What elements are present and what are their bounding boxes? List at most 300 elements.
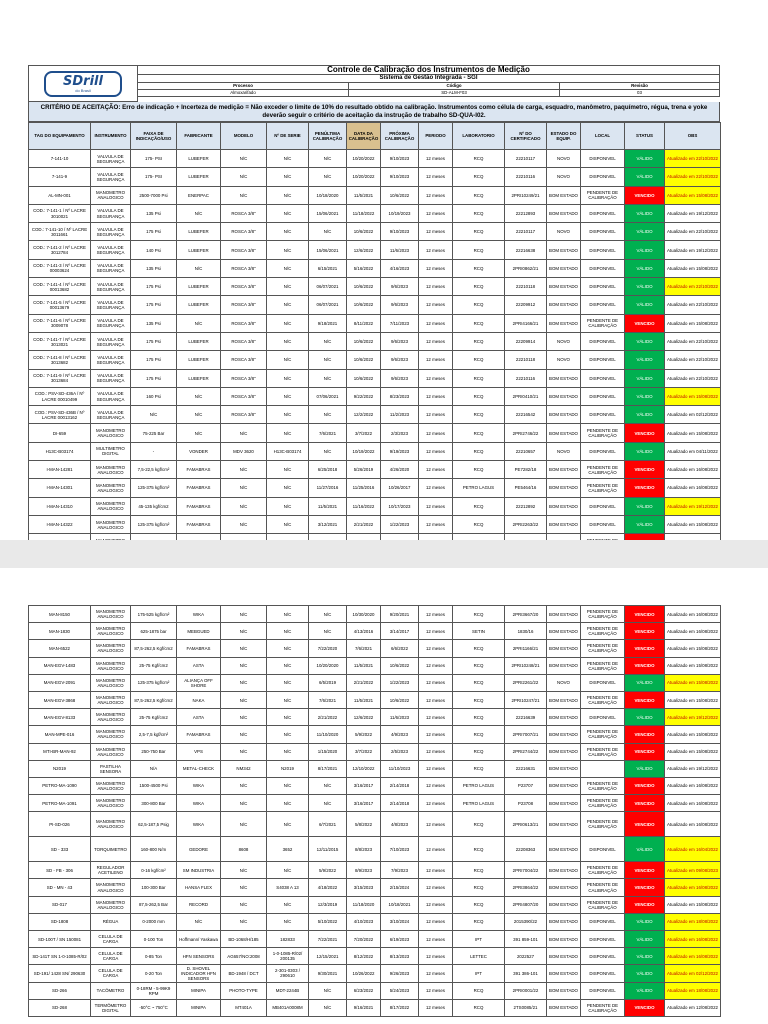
cell-status: VÁLIDO bbox=[625, 674, 665, 691]
cell-next-calibration: 10/17/2023 bbox=[381, 497, 419, 515]
cell-model: 8608 bbox=[221, 837, 267, 862]
cell-calibration-date: 9/16/2021 bbox=[347, 999, 381, 1016]
table-row bbox=[29, 515, 721, 533]
cell-laboratory: RCQ bbox=[453, 461, 505, 479]
cell-certificate: 22210117 bbox=[505, 150, 547, 168]
cell-period: 12 meses bbox=[419, 515, 453, 533]
cell-condition: NOVO bbox=[547, 223, 581, 241]
cell-status: VENCIDO bbox=[625, 879, 665, 896]
cell-location: DISPONIVEL bbox=[581, 515, 625, 533]
cell-location: PENDENTE DE CALIBRAÇÃO bbox=[581, 743, 625, 760]
cell-period: 12 meses bbox=[419, 777, 453, 794]
cell-location: DISPONIVEL bbox=[581, 497, 625, 515]
cell-next-calibration: 9/6/2023 bbox=[381, 278, 419, 296]
cell-location: PENDENTE DE CALIBRAÇÃO bbox=[581, 879, 625, 896]
cell-next-calibration: 9/6/2023 bbox=[381, 332, 419, 350]
cell-condition: BOM ESTADO bbox=[547, 726, 581, 743]
column-header-condition: ESTADO DO EQUIP. bbox=[547, 123, 581, 150]
cell-manufacturer: Hoffmann/ Yaskawa bbox=[177, 931, 221, 948]
table-row bbox=[29, 760, 721, 777]
cell-status: VENCIDO bbox=[625, 726, 665, 743]
cell-obs: Atualizado em 15/08/2022 bbox=[665, 186, 721, 204]
cell-location: DISPONIVEL bbox=[581, 241, 625, 259]
cell-tag: COD.: 7-141-8 / Nº LACRE 3013682 bbox=[29, 351, 91, 369]
cell-next-calibration: 9/10/2023 bbox=[381, 168, 419, 186]
cell-obs: Atualizado em 19/12/2022 bbox=[665, 760, 721, 777]
table-row bbox=[29, 314, 721, 332]
cell-model: N/C bbox=[221, 640, 267, 657]
cell-instrument: VALVULA DE SEGURANÇA bbox=[91, 351, 131, 369]
cell-status: VÁLIDO bbox=[625, 948, 665, 965]
cell-obs: Atualizado em 15/08/2022 bbox=[665, 515, 721, 533]
table-row bbox=[29, 168, 721, 186]
cell-laboratory: RCQ bbox=[453, 879, 505, 896]
cell-laboratory: RCQ bbox=[453, 515, 505, 533]
cell-next-calibration: 4/9/2023 bbox=[381, 726, 419, 743]
cell-condition: BOM ESTADO bbox=[547, 743, 581, 760]
meta-values-row bbox=[138, 90, 720, 97]
cell-calibration-date: 7/6/2021 bbox=[347, 640, 381, 657]
cell-status: VENCIDO bbox=[625, 314, 665, 332]
cell-calibration-date: 7/20/2022 bbox=[347, 931, 381, 948]
cell-obs: Atualizado em 22/10/2022 bbox=[665, 332, 721, 350]
cell-location: DISPONIVEL bbox=[581, 278, 625, 296]
table-row bbox=[29, 241, 721, 259]
table-row bbox=[29, 812, 721, 837]
cell-next-calibration: 9/10/2023 bbox=[381, 223, 419, 241]
column-header-manufacturer: FABRICANTE bbox=[177, 123, 221, 150]
cell-calibration-date: 4/10/2023 bbox=[347, 913, 381, 930]
cell-calibration-date: 11/25/2016 bbox=[347, 479, 381, 497]
cell-status: VENCIDO bbox=[625, 461, 665, 479]
column-header-prev-calibration: PENÚLTIMA CALIBRAÇÃO bbox=[309, 123, 347, 150]
cell-next-calibration: 10/26/2017 bbox=[381, 479, 419, 497]
cell-condition: BOM ESTADO bbox=[547, 965, 581, 982]
cell-calibration-date: 5/8/2022 bbox=[347, 812, 381, 837]
cell-serial: N/C bbox=[267, 862, 309, 879]
table-row bbox=[29, 606, 721, 623]
cell-range: -50°C ~ 750°C bbox=[131, 999, 177, 1016]
cell-tag: MAN-6522 bbox=[29, 640, 91, 657]
cell-next-calibration: 9/6/2023 bbox=[381, 296, 419, 314]
table-row bbox=[29, 743, 721, 760]
cell-certificate: 2PRI0001/22 bbox=[505, 982, 547, 999]
cell-manufacturer: WIKA bbox=[177, 777, 221, 794]
table-row bbox=[29, 204, 721, 222]
cell-location: DISPONIVEL bbox=[581, 674, 625, 691]
cell-manufacturer: N/C bbox=[177, 314, 221, 332]
cell-range: 135 Psi bbox=[131, 314, 177, 332]
calibration-table-page-2 bbox=[28, 605, 721, 1017]
cell-status: VÁLIDO bbox=[625, 241, 665, 259]
cell-obs: Atualizado em 22/10/2022 bbox=[665, 168, 721, 186]
cell-instrument: MULTIMETRO DIGITAL bbox=[91, 442, 131, 460]
column-header-range: FAIXA DE INDICAÇÃO/USO bbox=[131, 123, 177, 150]
cell-tag: COD.: 7-141-7 / Nº LACRE 3013021 bbox=[29, 332, 91, 350]
cell-period: 12 meses bbox=[419, 150, 453, 168]
cell-period: 12 meses bbox=[419, 168, 453, 186]
cell-certificate: 2PRI2746/22 bbox=[505, 424, 547, 442]
cell-range: 175 Psi bbox=[131, 296, 177, 314]
cell-manufacturer: FAMABRAS bbox=[177, 515, 221, 533]
cell-calibration-date: 10/6/2022 bbox=[347, 351, 381, 369]
cell-serial: N/C bbox=[267, 709, 309, 726]
cell-period: 12 meses bbox=[419, 623, 453, 640]
cell-certificate: 2PRI2261/22 bbox=[505, 674, 547, 691]
cell-location: DISPONIVEL bbox=[581, 168, 625, 186]
cell-model: N/C bbox=[221, 726, 267, 743]
cell-manufacturer: N/C bbox=[177, 424, 221, 442]
cell-prev-calibration: N/C bbox=[309, 369, 347, 387]
cell-next-calibration: 2/5/2023 bbox=[381, 743, 419, 760]
cell-obs: Atualizado em 15/08/2022 bbox=[665, 640, 721, 657]
cell-tag: COD.: 7-141-10 / Nº LACRE 3011661 bbox=[29, 223, 91, 241]
cell-manufacturer: MEBGUED bbox=[177, 623, 221, 640]
cell-instrument: VALVULA DE SEGURANÇA bbox=[91, 314, 131, 332]
cell-certificate: 2015390/22 bbox=[505, 913, 547, 930]
table-row bbox=[29, 332, 721, 350]
cell-calibration-date: 10/20/2022 bbox=[347, 150, 381, 168]
cell-certificate: PE5464/16 bbox=[505, 479, 547, 497]
cell-laboratory: RCQ bbox=[453, 640, 505, 657]
table-row bbox=[29, 709, 721, 726]
cell-prev-calibration: 9/18/2021 bbox=[309, 314, 347, 332]
cell-manufacturer: FAMABRAS bbox=[177, 726, 221, 743]
cell-serial: N/C bbox=[267, 691, 309, 708]
cell-instrument: MANOMETRO ANALOGICO bbox=[91, 777, 131, 794]
cell-certificate: 2PRI2263/22 bbox=[505, 515, 547, 533]
cell-period: 12 meses bbox=[419, 461, 453, 479]
cell-serial: 2-301-0303 / 290610 bbox=[267, 965, 309, 982]
cell-prev-calibration: 10/18/2020 bbox=[309, 186, 347, 204]
cell-obs: Atualizado em 04/11/2022 bbox=[665, 442, 721, 460]
revision-value: 03 bbox=[637, 90, 642, 95]
cell-next-calibration: 10/6/2022 bbox=[381, 657, 419, 674]
cell-calibration-date: 3/15/2023 bbox=[347, 879, 381, 896]
cell-location: PENDENTE DE CALIBRAÇÃO bbox=[581, 314, 625, 332]
cell-range: 175 Psi bbox=[131, 278, 177, 296]
cell-condition: BOM ESTADO bbox=[547, 862, 581, 879]
cell-serial: N/C bbox=[267, 296, 309, 314]
cell-laboratory: RCQ bbox=[453, 896, 505, 913]
column-header-row bbox=[29, 123, 721, 150]
cell-condition: NOVO bbox=[547, 168, 581, 186]
cell-laboratory: RCQ bbox=[453, 150, 505, 168]
cell-serial: N/C bbox=[267, 424, 309, 442]
table-row bbox=[29, 461, 721, 479]
cell-next-calibration: 7/10/2023 bbox=[381, 837, 419, 862]
cell-range: 87,5-262,5 Kgf/cm2 bbox=[131, 640, 177, 657]
cell-prev-calibration: N/C bbox=[309, 999, 347, 1016]
cell-range: 0-100 Ton bbox=[131, 931, 177, 948]
cell-instrument: MANOMETRO ANALOGICO bbox=[91, 186, 131, 204]
cell-certificate: 22216542 bbox=[505, 406, 547, 424]
cell-manufacturer: SM INDUSTRIA bbox=[177, 862, 221, 879]
cell-instrument: VALVULA DE SEGURANÇA bbox=[91, 168, 131, 186]
cell-certificate: 2PRI3864/22 bbox=[505, 879, 547, 896]
cell-instrument: MANOMETRO ANALOGICO bbox=[91, 795, 131, 812]
cell-next-calibration: 11/6/2023 bbox=[381, 709, 419, 726]
cell-instrument: MANOMETRO ANALOGICO bbox=[91, 606, 131, 623]
cell-tag: SD - 333 bbox=[29, 837, 91, 862]
table-row bbox=[29, 259, 721, 277]
cell-next-calibration: 9/20/2021 bbox=[381, 606, 419, 623]
cell-model: NM342 bbox=[221, 760, 267, 777]
cell-certificate: 2PRI4807/20 bbox=[505, 896, 547, 913]
logo-subtext: do Brasil bbox=[75, 87, 91, 93]
cell-location: DISPONIVEL bbox=[581, 223, 625, 241]
cell-status: VÁLIDO bbox=[625, 709, 665, 726]
cell-next-calibration: 9/19/2023 bbox=[381, 442, 419, 460]
cell-period: 12 meses bbox=[419, 278, 453, 296]
cell-calibration-date: 11/5/2021 bbox=[347, 657, 381, 674]
cell-model: ROSCA 3/8" bbox=[221, 332, 267, 350]
cell-range: 175-525 kgf/cm² bbox=[131, 606, 177, 623]
cell-model: BD-1948 / DCT bbox=[221, 965, 267, 982]
cell-serial: N/C bbox=[267, 351, 309, 369]
cell-location bbox=[581, 760, 625, 777]
cell-manufacturer: WIKA bbox=[177, 795, 221, 812]
cell-next-calibration: 11/10/2023 bbox=[381, 760, 419, 777]
cell-condition: NOVO bbox=[547, 332, 581, 350]
table-row bbox=[29, 351, 721, 369]
cell-serial: N/C bbox=[267, 406, 309, 424]
cell-serial: N2019 bbox=[267, 760, 309, 777]
cell-location: DISPONIVEL bbox=[581, 296, 625, 314]
cell-manufacturer: D. SHOVEL INDICADOR HFN SENSORS bbox=[177, 965, 221, 982]
cell-tag: SD-191/ 1428 SN/ 290630 bbox=[29, 965, 91, 982]
cell-location: DISPONIVEL bbox=[581, 913, 625, 930]
cell-obs: Atualizado em 18/08/2022 bbox=[665, 913, 721, 930]
logo-cell bbox=[28, 65, 138, 102]
cell-manufacturer: LUBEFER bbox=[177, 278, 221, 296]
sheet-page-2 bbox=[0, 568, 768, 1024]
cell-status: VENCIDO bbox=[625, 743, 665, 760]
cell-condition: BOM ESTADO bbox=[547, 837, 581, 862]
cell-period: 12 meses bbox=[419, 424, 453, 442]
cell-model: ROSCA 3/8" bbox=[221, 296, 267, 314]
cell-period: 12 meses bbox=[419, 479, 453, 497]
cell-laboratory: RCQ bbox=[453, 691, 505, 708]
cell-serial: N/C bbox=[267, 479, 309, 497]
cell-condition: BOM ESTADO bbox=[547, 204, 581, 222]
cell-obs: Atualizado em 15/08/2022 bbox=[665, 314, 721, 332]
table-row bbox=[29, 862, 721, 879]
cell-condition: BOM ESTADO bbox=[547, 479, 581, 497]
cell-tag: PETRO-MA-1091 bbox=[29, 795, 91, 812]
cell-period: 12 meses bbox=[419, 948, 453, 965]
cell-status: VÁLIDO bbox=[625, 296, 665, 314]
cell-next-calibration: 10/6/2022 bbox=[381, 691, 419, 708]
cell-serial: N/C bbox=[267, 812, 309, 837]
cell-period: 12 meses bbox=[419, 204, 453, 222]
cell-calibration-date: 10/19/2022 bbox=[347, 442, 381, 460]
cell-serial: N/C bbox=[267, 223, 309, 241]
cell-condition: NOVO bbox=[547, 674, 581, 691]
cell-status: VENCIDO bbox=[625, 657, 665, 674]
column-header-tag: TAG DO EQUIPAMENTO bbox=[29, 123, 91, 150]
cell-calibration-date: 8/11/2022 bbox=[347, 314, 381, 332]
cell-obs: Atualizado em 15/08/2022 bbox=[665, 674, 721, 691]
cell-range: 125-375 kgf/cm² bbox=[131, 479, 177, 497]
cell-certificate: 2PRI7007/21 bbox=[505, 726, 547, 743]
cell-instrument: MANOMETRO ANALOGICO bbox=[91, 515, 131, 533]
cell-condition: BOM ESTADO bbox=[547, 241, 581, 259]
cell-range: 100-300 Bar bbox=[131, 879, 177, 896]
cell-range: 135 Psi bbox=[131, 204, 177, 222]
cell-serial: N/C bbox=[267, 777, 309, 794]
cell-status: VÁLIDO bbox=[625, 982, 665, 999]
cell-serial: N/C bbox=[267, 913, 309, 930]
cell-instrument: RÉGUA bbox=[91, 913, 131, 930]
cell-certificate: 2PRI0862/21 bbox=[505, 259, 547, 277]
cell-instrument: CELULA DE CARGA bbox=[91, 948, 131, 965]
logo-text: SDrill bbox=[63, 73, 103, 89]
cell-instrument: MANOMETRO ANALOGICO bbox=[91, 812, 131, 837]
table-row bbox=[29, 424, 721, 442]
cell-condition: BOM ESTADO bbox=[547, 760, 581, 777]
cell-range: N/C bbox=[131, 406, 177, 424]
cell-tag: I-MAN-14301 bbox=[29, 479, 91, 497]
cell-condition: BOM ESTADO bbox=[547, 369, 581, 387]
cell-manufacturer: WIKA bbox=[177, 606, 221, 623]
cell-model: ROSCA 3/8" bbox=[221, 387, 267, 405]
cell-calibration-date: 3/7/2022 bbox=[347, 743, 381, 760]
cell-range: 62,5-187,5 Psig bbox=[131, 812, 177, 837]
cell-condition: BOM ESTADO bbox=[547, 278, 581, 296]
page-gap bbox=[0, 540, 768, 568]
cell-serial: N/C bbox=[267, 369, 309, 387]
cell-prev-calibration: 12/3/2019 bbox=[309, 896, 347, 913]
cell-calibration-date: 9/22/2022 bbox=[347, 387, 381, 405]
cell-manufacturer: N/C bbox=[177, 913, 221, 930]
cell-status: VENCIDO bbox=[625, 623, 665, 640]
cell-location: PENDENTE DE CALIBRAÇÃO bbox=[581, 657, 625, 674]
cell-certificate: 22216631 bbox=[505, 760, 547, 777]
cell-manufacturer: LUBEFER bbox=[177, 296, 221, 314]
cell-serial: N/C bbox=[267, 795, 309, 812]
cell-obs: Atualizado em 15/08/2022 bbox=[665, 424, 721, 442]
table-row bbox=[29, 837, 721, 862]
cell-serial: H13C-B03174 bbox=[267, 442, 309, 460]
cell-manufacturer: HANSA FLEX bbox=[177, 879, 221, 896]
cell-model: N/C bbox=[221, 606, 267, 623]
cell-condition: BOM ESTADO bbox=[547, 424, 581, 442]
calibration-table-page-1 bbox=[28, 122, 721, 553]
cell-period: 12 meses bbox=[419, 760, 453, 777]
cell-condition: BOM ESTADO bbox=[547, 795, 581, 812]
cell-next-calibration: 8/13/2023 bbox=[381, 948, 419, 965]
cell-model: N/C bbox=[221, 150, 267, 168]
cell-laboratory: RCQ bbox=[453, 743, 505, 760]
cell-instrument: MANOMETRO ANALOGICO bbox=[91, 879, 131, 896]
cell-obs: Atualizado em 22/10/2022 bbox=[665, 150, 721, 168]
cell-serial: N/C bbox=[267, 387, 309, 405]
cell-next-calibration: 9/26/2023 bbox=[381, 965, 419, 982]
cell-location: DISPONIVEL bbox=[581, 351, 625, 369]
cell-obs: Atualizado em 15/08/2022 bbox=[665, 259, 721, 277]
cell-obs: Atualizado em 15/08/2022 bbox=[665, 691, 721, 708]
cell-prev-calibration: N/C bbox=[309, 982, 347, 999]
cell-status: VÁLIDO bbox=[625, 259, 665, 277]
cell-status: VENCIDO bbox=[625, 812, 665, 837]
cell-obs: Atualizado em 16/08/2022 bbox=[665, 479, 721, 497]
table-row bbox=[29, 479, 721, 497]
cell-condition: BOM ESTADO bbox=[547, 259, 581, 277]
cell-status: VENCIDO bbox=[625, 479, 665, 497]
cell-period: 12 meses bbox=[419, 709, 453, 726]
cell-prev-calibration: 11/10/2020 bbox=[309, 726, 347, 743]
cell-model: ROSCA 3/8" bbox=[221, 223, 267, 241]
cell-range: 7,5-22,5 kgf/cm² bbox=[131, 461, 177, 479]
cell-serial: N/C bbox=[267, 168, 309, 186]
cell-laboratory: RCQ bbox=[453, 351, 505, 369]
cell-prev-calibration: 2/21/2022 bbox=[309, 709, 347, 726]
process-value: Almoxarifado bbox=[138, 90, 349, 96]
cell-next-calibration: 10/19/2023 bbox=[381, 204, 419, 222]
cell-certificate: P23707 bbox=[505, 777, 547, 794]
cell-certificate: 22210116 bbox=[505, 168, 547, 186]
cell-serial: N/C bbox=[267, 150, 309, 168]
cell-prev-calibration: 7/22/2020 bbox=[309, 640, 347, 657]
cell-calibration-date: 2/21/2022 bbox=[347, 674, 381, 691]
cell-instrument: PASTILHA SENSORA bbox=[91, 760, 131, 777]
cell-status: VÁLIDO bbox=[625, 351, 665, 369]
cell-model: N/C bbox=[221, 186, 267, 204]
cell-condition: BOM ESTADO bbox=[547, 691, 581, 708]
cell-model: ROSCA 3/8" bbox=[221, 278, 267, 296]
cell-serial: N/C bbox=[267, 186, 309, 204]
cell-status: VENCIDO bbox=[625, 795, 665, 812]
cell-laboratory: RCQ bbox=[453, 296, 505, 314]
cell-obs: Atualizado em 16/04/2022 bbox=[665, 837, 721, 862]
cell-status: VÁLIDO bbox=[625, 406, 665, 424]
cell-model: N/C bbox=[221, 777, 267, 794]
table-row bbox=[29, 674, 721, 691]
cell-range: 0-20 Ton bbox=[131, 965, 177, 982]
cell-location: PENDENTE DE CALIBRAÇÃO bbox=[581, 862, 625, 879]
cell-status: VÁLIDO bbox=[625, 369, 665, 387]
cell-prev-calibration: 6/15/2021 bbox=[309, 259, 347, 277]
cell-model: ROSCA 3/8" bbox=[221, 241, 267, 259]
cell-calibration-date: 10/30/2020 bbox=[347, 606, 381, 623]
cell-serial: N/C bbox=[267, 314, 309, 332]
cell-obs: Atualizado em 02/12/2022 bbox=[665, 406, 721, 424]
cell-model: N/C bbox=[221, 497, 267, 515]
cell-obs: Atualizado em 16/08/2022 bbox=[665, 812, 721, 837]
cell-prev-calibration: N/C bbox=[309, 168, 347, 186]
cell-range: 175 Psi bbox=[131, 223, 177, 241]
cell-prev-calibration: 8/17/2021 bbox=[309, 760, 347, 777]
cell-next-calibration: 3/14/2017 bbox=[381, 623, 419, 640]
cell-calibration-date: 10/6/2022 bbox=[347, 369, 381, 387]
cell-range: 25-75 Kgf/cm2 bbox=[131, 657, 177, 674]
table-row bbox=[29, 879, 721, 896]
cell-instrument: MANOMETRO ANALOGICO bbox=[91, 726, 131, 743]
cell-location: PENDENTE DE CALIBRAÇÃO bbox=[581, 623, 625, 640]
cell-laboratory: RCQ bbox=[453, 168, 505, 186]
cell-calibration-date: 12/6/2022 bbox=[347, 709, 381, 726]
cell-prev-calibration: 5/9/2022 bbox=[309, 862, 347, 879]
cell-next-calibration: 9/6/2023 bbox=[381, 351, 419, 369]
cell-laboratory: IPT bbox=[453, 965, 505, 982]
document-subtitle: Sistema de Gestão Integrada - SGI bbox=[138, 75, 720, 83]
cell-manufacturer: LUBEFER bbox=[177, 168, 221, 186]
cell-period: 12 meses bbox=[419, 387, 453, 405]
cell-model: ROSCA 3/8" bbox=[221, 351, 267, 369]
cell-obs: Atualizado em 22/10/2022 bbox=[665, 369, 721, 387]
table-row bbox=[29, 223, 721, 241]
